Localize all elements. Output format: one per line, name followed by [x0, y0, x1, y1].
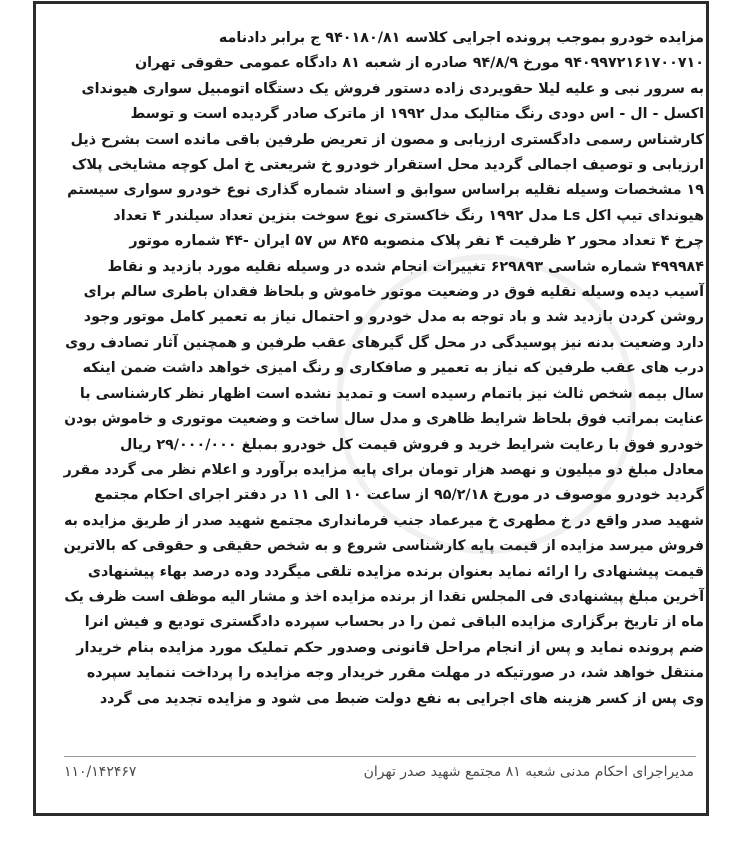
notice-line: اکسل - ال - اس دودی رنگ متالیک مدل ۱۹۹۲ از ماترک صادر گردیده است و توسط: [130, 106, 704, 123]
notice-line: سال بیمه شخص ثالث نیز باتمام رسیده است و تمدید نشده است اظهار نظر کارشناسی با: [79, 385, 704, 402]
notice-line: روشن کردن بازدید شد و باد توجه به مدل خودرو و احتمال نیاز به تعمیر کامل موتور وجود: [83, 309, 704, 326]
notice-line: آسیب دیده وسیله نقلیه فوق در وضعیت موتور خاموش و بلحاظ فقدان باطری سالم برای: [83, 284, 704, 301]
notice-line: منتقل خواهد شد، در صورتیکه در مهلت مقرر خریدار وجه مزایده را پرداخت ننماید سپرده: [86, 665, 704, 682]
notice-line: شهید صدر واقع در خ مطهری خ میرعماد جنب فرمانداری مجتمع شهید صدر از طریق مزایده به: [64, 512, 704, 529]
notice-line: خودرو فوق با رعایت شرایط خرید و فروش قیمت کل خودرو بمبلغ ۲۹/۰۰۰/۰۰۰ ریال: [119, 436, 704, 453]
notice-line: ارزیابی و توصیف اجمالی گردید محل استقرار خودرو خ شریعتی خ امل کوچه مشایخی پلاک: [71, 157, 704, 174]
footer-divider: [64, 756, 696, 757]
notice-line: گردید خودرو موصوف در مورخ ۹۵/۲/۱۸ از ساعت ۱۰ الی ۱۱ در دفتر اجرای احکام مجتمع: [94, 487, 704, 504]
notice-line: ضم پرونده نماید و پس از انجام مراحل قانونی وصدور حکم تملیک مورد مزایده بنام خریدار: [76, 639, 704, 656]
notice-body: [64, 26, 704, 712]
notice-line: ۹۴۰۹۹۷۲۱۶۱۷۰۰۷۱۰ مورخ ۹۴/۸/۹ صادره از شعبه ۸۱ دادگاه عمومی حقوقی تهران: [134, 55, 704, 72]
notice-line: فروش میرسد مزایده از قیمت پایه کارشناسی شروع و به شخص حقیقی و حقوقی که بالاترین: [63, 538, 704, 555]
notice-line: وی پس از کسر هزینه های اجرایی به نفع دولت ضبط می شود و مزایده تجدید می گردد: [99, 690, 704, 707]
notice-line: چرخ ۴ تعداد محور ۲ ظرفیت ۴ نفر پلاک منصوبه ۸۴۵ س ۵۷ ایران -۴۴ شماره موتور: [129, 233, 704, 250]
notice-footer: [64, 764, 694, 790]
auction-notice: [33, 1, 709, 816]
notice-line: هیوندای تیپ اکل Ls مدل ۱۹۹۲ رنگ خاکستری نوع سوخت بنزین تعداد سیلندر ۴ تعداد: [113, 207, 704, 224]
notice-line: کارشناس رسمی دادگستری ارزیابی و مصون از تعریض طرفین باقی مانده است بشرح ذیل: [70, 131, 704, 148]
notice-line: عنایت بمراتب فوق بلحاظ شرایط ظاهری و مدل سال ساخت و وضعیت موتوری و خاموش بودن: [64, 411, 704, 428]
notice-line: مزایده خودرو بموجب پرونده اجرایی کلاسه ۹۴۰۱۸۰/۸۱ ج برابر دادنامه: [218, 30, 704, 46]
notice-line: آخرین مبلغ پیشنهادی فی المجلس نقدا از برنده مزایده اخذ و مشار الیه موظف است ظرف یک: [64, 588, 704, 605]
notice-code: ۱۱۰/۱۴۲۴۶۷: [64, 764, 137, 780]
notice-line: به سرور نبی و علیه لیلا حقویردی زاده دستور فروش یک دستگاه اتومبیل سواری هیوندای: [81, 80, 704, 97]
notice-line: ماه از تاریخ برگزاری مزایده الباقی ثمن را در بحساب سپرده دادگستری تودیع و فیش انرا: [84, 614, 704, 631]
notice-line: معادل مبلغ دو میلیون و نهصد هزار تومان برای پایه مزایده برآورد و اعلام نظر می گردد مقرر: [63, 461, 704, 478]
notice-line: درب های عقب طرفین که نیاز به تعمیر و صافکاری و رنگ امیزی خواهد داشت ضمن اینکه: [82, 360, 704, 377]
notice-line: ۱۹ مشخصات وسیله نقلیه براساس سوابق و اسناد شماره گذاری نوع خودرو سواری سیستم: [67, 182, 704, 199]
notice-line: ۴۹۹۹۸۴ شماره شاسی ۶۲۹۸۹۳ تغییرات انجام شده در وسیله نقلیه مورد بازدید و نقاط: [107, 258, 704, 275]
notice-line: دارد وضعیت بدنه نیز پوسیدگی در محل گل گیرهای عقب طرفین و همچنین آثار تصادف روی: [65, 334, 704, 351]
notice-line: قیمت پیشنهادی را ارائه نماید بعنوان برنده مزایده تلقی میگردد وده درصد بهاء پیشنهادی: [87, 563, 704, 580]
issuer-signature: مدیراجرای احکام مدنی شعبه ۸۱ مجتمع شهید صدر تهران: [363, 764, 694, 780]
